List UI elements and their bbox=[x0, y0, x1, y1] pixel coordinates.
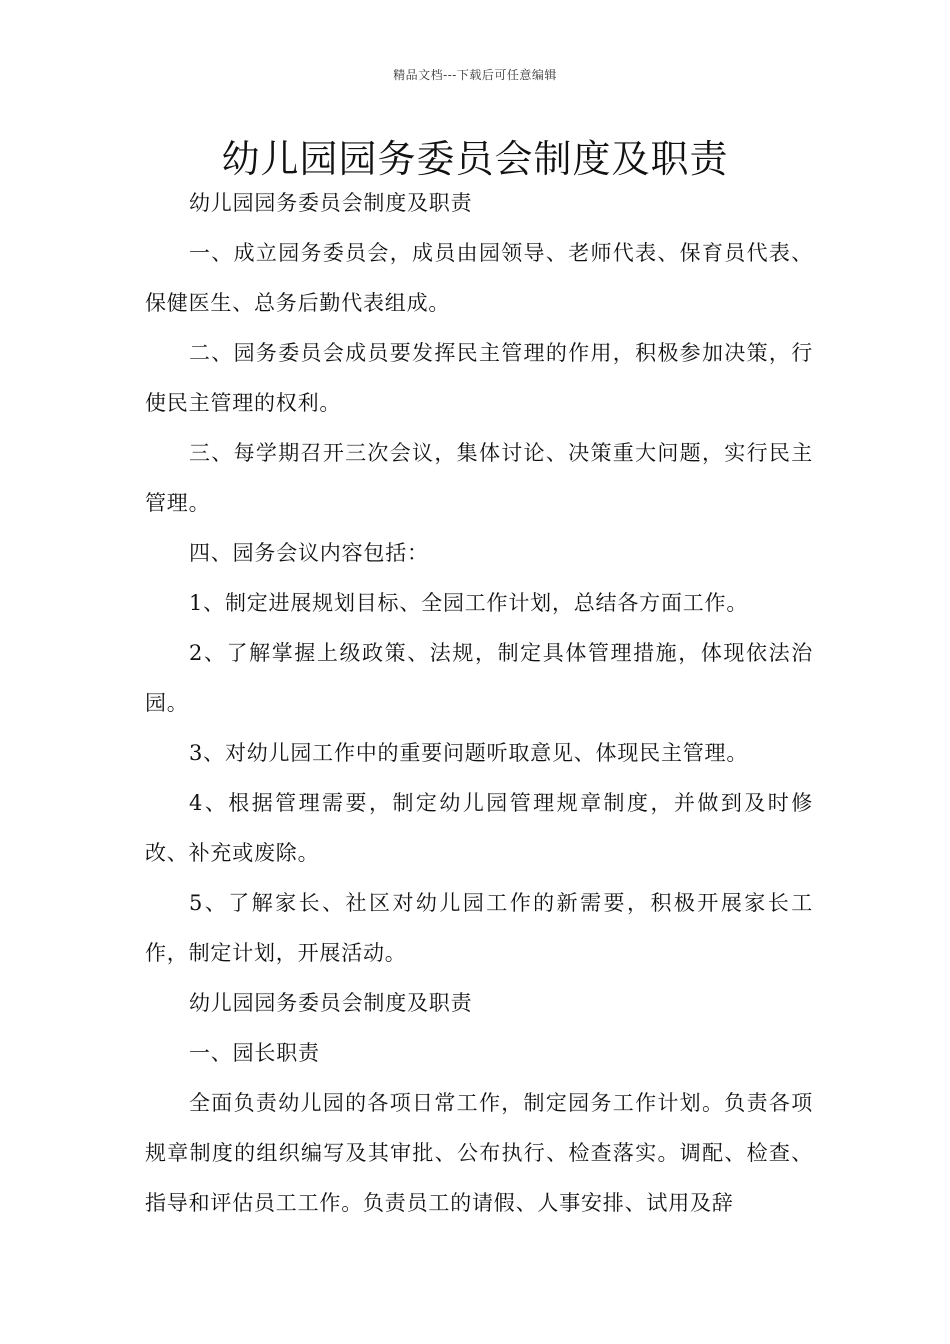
paragraph-subtitle: 幼儿园园务委员会制度及职责 bbox=[189, 191, 473, 215]
paragraph-section-heading: 幼儿园园务委员会制度及职责 bbox=[189, 991, 473, 1015]
paragraph-principal-duties: 全面负责幼儿园的各项日常工作，制定园务工作计划。负责各项规章制度的组织编写及其审批、公布执行、检查落实。调配、检查、指导和评估员工工作。负责员工的请假、人事安排、试用及辞 bbox=[145, 1091, 813, 1215]
paragraph-subitem-4: 4、根据管理需要，制定幼儿园管理规章制度，并做到及时修改、补充或废除。 bbox=[145, 791, 813, 865]
paragraph-subitem-1: 1、制定进展规划目标、全园工作计划，总结各方面工作。 bbox=[189, 591, 749, 615]
paragraph-item-1: 一、成立园务委员会，成员由园领导、老师代表、保育员代表、保健医生、总务后勤代表组成。 bbox=[145, 241, 813, 315]
paragraph-subitem-3: 3、对幼儿园工作中的重要问题听取意见、体现民主管理。 bbox=[189, 741, 749, 765]
paragraph-item-2: 二、园务委员会成员要发挥民主管理的作用，积极参加决策，行使民主管理的权利。 bbox=[145, 341, 813, 415]
paragraph-subitem-2: 2、了解掌握上级政策、法规，制定具体管理措施，体现依法治园。 bbox=[145, 641, 813, 715]
document-body bbox=[145, 178, 813, 1228]
paragraph-principal-heading: 一、园长职责 bbox=[189, 1041, 320, 1065]
paragraph-subitem-5: 5、了解家长、社区对幼儿园工作的新需要，积极开展家长工作，制定计划，开展活动。 bbox=[145, 891, 813, 965]
document-header-note: 精品文档---下载后可任意编辑 bbox=[393, 68, 557, 82]
paragraph-item-4: 四、园务会议内容包括： bbox=[189, 541, 429, 565]
document-title: 幼儿园园务委员会制度及职责 bbox=[221, 137, 729, 181]
paragraph-item-3: 三、每学期召开三次会议，集体讨论、决策重大问题，实行民主管理。 bbox=[145, 441, 813, 515]
